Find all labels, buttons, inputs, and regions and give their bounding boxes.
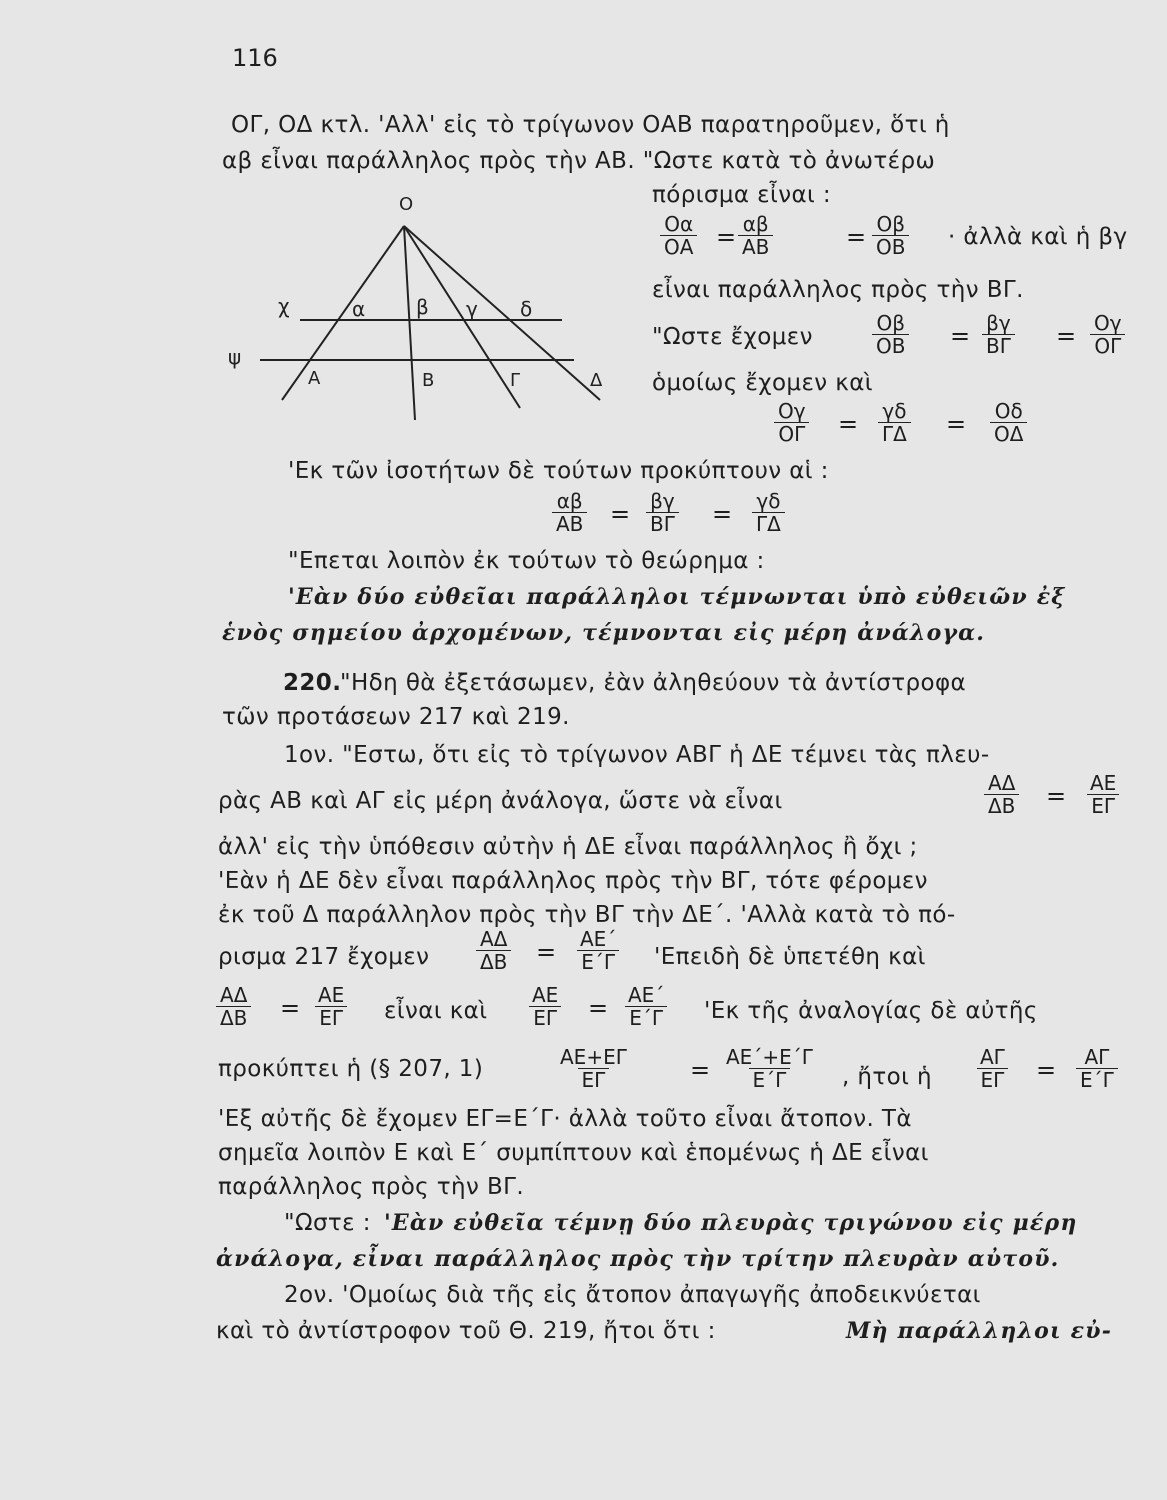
text-line: "Επεται λοιπὸν ἐκ τούτων τὸ θεώρημα : (288, 548, 765, 574)
fraction: Οβ ΟΒ (872, 312, 909, 357)
equals-sign: = (946, 410, 967, 438)
fraction: Ογ ΟΓ (1090, 312, 1126, 357)
text-line: 'Εκ τῆς ἀναλογίας δὲ αὐτῆς (704, 998, 1038, 1024)
label-b: β (416, 295, 429, 319)
text-line: σημεῖα λοιπὸν Ε καὶ Ε΄ συμπίπτουν καὶ ἑπομένως ἡ ΔΕ εἶναι (218, 1140, 929, 1166)
text-line: εἶναι παράλληλος πρὸς τὴν ΒΓ. (652, 277, 1024, 303)
equals-sign: = (838, 410, 859, 438)
theorem-text: ἀνάλογα, εἶναι παράλληλος πρὸς τὴν τρίτην πλευρὰν αὐτοῦ. (216, 1246, 1060, 1272)
equals-sign: = (690, 1056, 711, 1084)
fraction: ΑΔ ΔΒ (216, 984, 251, 1029)
equals-sign: = (846, 223, 867, 251)
label-G: Γ (510, 370, 521, 391)
fraction: βγ ΒΓ (646, 490, 679, 535)
ray-line (282, 226, 404, 400)
fraction: ΑΕ ΕΓ (314, 984, 348, 1029)
equals-sign: = (950, 322, 971, 350)
text-line: ὁμοίως ἔχομεν καὶ (652, 370, 873, 396)
theorem-text: Μὴ παράλληλοι εὐ- (846, 1318, 1113, 1344)
fraction: ΑΕ΄+Ε΄Γ Ε΄Γ (726, 1045, 813, 1092)
text-line: ρὰς ΑΒ καὶ ΑΓ εἰς μέρη ἀνάλογα, ὥστε νὰ εἶναι (218, 788, 783, 814)
fraction: ΑΕ ΕΓ (1086, 772, 1120, 817)
fraction: ΑΔ ΔΒ (984, 772, 1019, 817)
equals-sign: = (588, 994, 609, 1022)
theorem-text: 'Εὰν δύο εὐθεῖαι παράλληλοι τέμνωνται ὑπὸ εὐθειῶν ἐξ (288, 584, 1066, 610)
text-line: ΟΓ, ΟΔ κτλ. 'Αλλ' εἰς τὸ τρίγωνον ΟΑΒ παρατηροῦμεν, ὅτι ἡ (231, 112, 950, 138)
fraction: ΑΓ Ε΄Γ (1076, 1046, 1118, 1091)
equals-sign: = (1046, 782, 1067, 810)
fraction: ΑΕ΄ Ε΄Γ (624, 984, 668, 1029)
text-line: προκύπτει ἡ (§ 207, 1) (218, 1056, 484, 1082)
text-line: 'Εξ αὐτῆς δὲ ἔχομεν ΕΓ=Ε΄Γ· ἀλλὰ τοῦτο εἶναι ἄτοπον. Τὰ (218, 1106, 912, 1132)
text-line: ρισμα 217 ἔχομεν (218, 944, 430, 970)
fraction: Ογ ΟΓ (774, 400, 810, 445)
text-line: παράλληλος πρὸς τὴν ΒΓ. (218, 1174, 525, 1200)
equals-sign: = (536, 938, 557, 966)
text-line: 1ον. "Εστω, ὅτι εἰς τὸ τρίγωνον ΑΒΓ ἡ ΔΕ τέμνει τὰς πλευ- (284, 742, 990, 768)
equals-sign: = (1036, 1056, 1057, 1084)
label-D: Δ (590, 370, 603, 391)
equals-sign: = (280, 994, 301, 1022)
text-line: · ἀλλὰ καὶ ἡ βγ (948, 224, 1128, 250)
theorem-text: ἑνὸς σημείου ἀρχομένων, τέμνονται εἰς μέρη ἀνάλογα. (222, 620, 986, 646)
label-O: Ο (399, 194, 414, 215)
fraction: βγ ΒΓ (982, 312, 1015, 357)
text-line: καὶ τὸ ἀντίστροφον τοῦ Θ. 219, ἤτοι ὅτι : (216, 1318, 716, 1344)
equals-sign: = (716, 223, 737, 251)
text-line: 2ον. 'Ομοίως διὰ τῆς εἰς ἄτοπον ἀπαγωγῆς ἀποδεικνύεται (284, 1282, 981, 1308)
text-line: "Ωστε : (284, 1210, 371, 1236)
fraction: ΑΕ ΕΓ (528, 984, 562, 1029)
fraction: ΑΓ ΕΓ (976, 1046, 1009, 1091)
label-d: δ (520, 297, 533, 321)
fraction: ΑΔ ΔΒ (476, 928, 511, 973)
geometry-figure (222, 188, 622, 433)
label-g: γ (466, 297, 478, 321)
label-B: Β (422, 370, 435, 391)
fraction: ΑΕ΄ Ε΄Γ (576, 928, 620, 973)
ray-line (404, 226, 415, 420)
text-line: 'Εκ τῶν ἰσοτήτων δὲ τούτων προκύπτουν αἱ : (288, 458, 829, 484)
text-line: 'Επειδὴ δὲ ὑπετέθη καὶ (654, 944, 926, 970)
fraction: Οδ ΟΔ (990, 400, 1027, 445)
fraction: αβ ΑΒ (552, 490, 587, 535)
text-line: 'Εὰν ἡ ΔΕ δὲν εἶναι παράλληλος πρὸς τὴν ΒΓ, τότε φέρομεν (218, 868, 928, 894)
label-x: χ (278, 294, 290, 318)
label-A: Α (308, 368, 321, 389)
page-number: 116 (232, 44, 278, 72)
text-line: εἶναι καὶ (384, 998, 488, 1024)
equals-sign: = (1056, 322, 1077, 350)
fraction: γδ ΓΔ (752, 490, 785, 535)
text-line: "Ηδη θὰ ἐξετάσωμεν, ἐὰν ἀληθεύουν τὰ ἀντίστροφα (340, 670, 967, 696)
paragraph-number: 220. (283, 670, 342, 696)
text-line: πόρισμα εἶναι : (652, 182, 832, 208)
theorem-text: 'Εὰν εὐθεῖα τέμνῃ δύο πλευρὰς τριγώνου εἰς μέρη (384, 1210, 1078, 1236)
label-a: α (352, 297, 366, 321)
fraction: Οβ ΟΒ (872, 213, 909, 258)
text-line: τῶν προτάσεων 217 καὶ 219. (222, 704, 570, 730)
text-line: "Ωστε ἔχομεν (652, 324, 813, 350)
text-line: αβ εἶναι παράλληλος πρὸς τὴν ΑΒ. "Ωστε κατὰ τὸ ἀνωτέρω (222, 148, 936, 174)
fraction: Οα ΟΑ (660, 213, 697, 258)
label-psi: ψ (228, 345, 242, 369)
equals-sign: = (610, 500, 631, 528)
text-line: ἀλλ' εἰς τὴν ὑπόθεσιν αὐτὴν ἡ ΔΕ εἶναι παράλληλος ἢ ὄχι ; (218, 834, 918, 860)
fraction: αβ ΑΒ (738, 213, 773, 258)
text-line: , ἤτοι ἡ (842, 1064, 932, 1090)
text-line: ἐκ τοῦ Δ παράλληλον πρὸς τὴν ΒΓ τὴν ΔΕ΄. 'Αλλὰ κατὰ τὸ πό- (218, 902, 956, 928)
fraction: ΑΕ+ΕΓ ΕΓ (560, 1045, 627, 1092)
fraction: γδ ΓΔ (878, 400, 911, 445)
equals-sign: = (712, 500, 733, 528)
